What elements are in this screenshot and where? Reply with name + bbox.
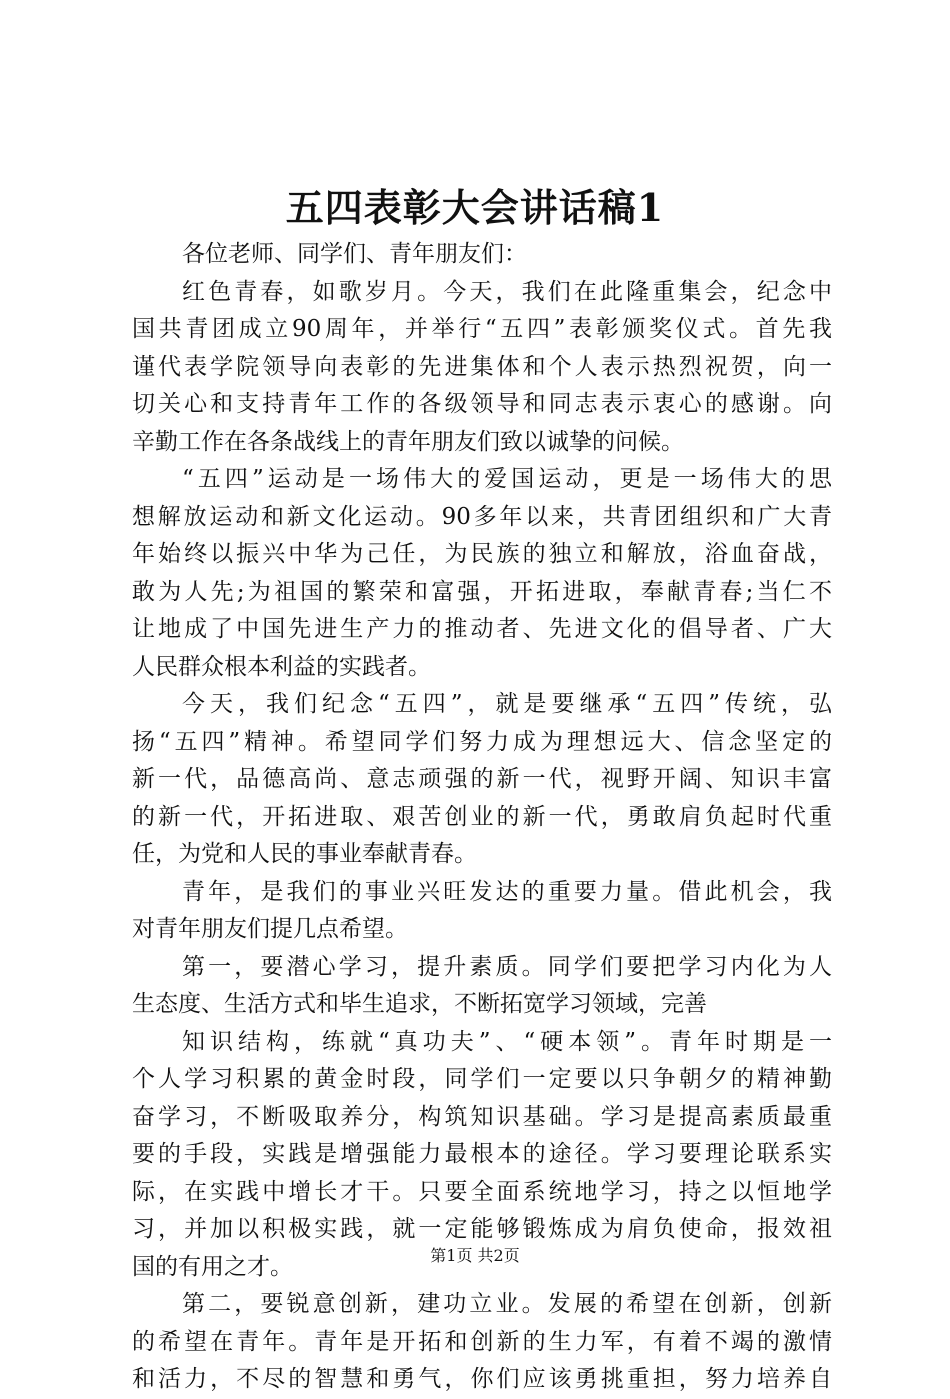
text-line: 想解放运动和新文化运动。90多年以来，共青团组织和广大青 [132,503,832,530]
text-line: 青年，是我们的事业兴旺发达的重要力量。借此机会，我 [182,878,832,905]
text-line: 国共青团成立90周年，并举行“五四”表彰颁奖仪式。首先我 [132,316,832,342]
text-line: 今天，我们纪念“五四”，就是要继承“五四”传统，弘 [182,691,832,717]
text-line: 要的手段，实践是增强能力最根本的途径。学习要理论联系实 [132,1141,832,1167]
text-line: 习，并加以积极实践，就一定能够锻炼成为肩负使命，报效祖 [132,1216,832,1242]
page-footer: 第1页 共2页 [430,1246,520,1265]
text-line: 知识结构，练就“真功夫”、“硬本领”。青年时期是一 [182,1028,832,1055]
text-line: 和活力，不尽的智慧和勇气，你们应该勇挑重担，努力培养自 [132,1366,832,1392]
text-line: 各位老师、同学们、青年朋友们： [182,241,527,267]
text-line: 的新一代，开拓进取、艰苦创业的新一代，勇敢肩负起时代重 [132,803,832,830]
text-line: 奋学习，不断吸取养分，构筑知识基础。学习是提高素质最重 [132,1103,832,1130]
document-body [132,236,832,1399]
text-line: “五四”运动是一场伟大的爱国运动，更是一场伟大的思 [182,466,832,492]
text-line: 敢为人先;为祖国的繁荣和富强，开拓进取，奉献青春;当仁不 [132,578,832,605]
text-line: 对青年朋友们提几点希望。 [132,916,408,942]
text-line: 切关心和支持青年工作的各级领导和同志表示衷心的感谢。向 [132,391,832,417]
text-line: 个人学习积累的黄金时段，同学们一定要以只争朝夕的精神勤 [132,1066,832,1092]
text-line: 际，在实践中增长才干。只要全面系统地学习，持之以恒地学 [132,1178,832,1205]
document-title: 五四表彰大会讲话稿1 [285,185,665,230]
text-line: 人民群众根本利益的实践者。 [132,653,431,680]
text-line: 谨代表学院领导向表彰的先进集体和个人表示热烈祝贺，向一 [132,353,832,380]
text-line: 第二，要锐意创新，建功立业。发展的希望在创新，创新 [182,1291,832,1317]
text-line: 扬“五四”精神。希望同学们努力成为理想远大、信念坚定的 [132,728,832,755]
text-line: 生态度、生活方式和毕生追求，不断拓宽学习领域，完善 [132,991,707,1017]
text-line: 辛勤工作在各条战线上的青年朋友们致以诚挚的问候。 [132,428,684,455]
text-line: 国的有用之才。 [132,1253,293,1280]
text-line: 让地成了中国先进生产力的推动者、先进文化的倡导者、广大 [132,616,832,642]
text-line: 新一代，品德高尚、意志顽强的新一代，视野开阔、知识丰富 [132,766,832,792]
text-line: 任，为党和人民的事业奉献青春。 [132,841,477,867]
text-line: 的希望在青年。青年是开拓和创新的生力军，有着不竭的激情 [132,1328,832,1355]
text-line: 第一，要潜心学习，提升素质。同学们要把学习内化为人 [182,953,832,980]
text-line: 红色青春，如歌岁月。今天，我们在此隆重集会，纪念中 [182,278,832,305]
text-line: 年始终以振兴中华为己任，为民族的独立和解放，浴血奋战， [132,541,832,567]
